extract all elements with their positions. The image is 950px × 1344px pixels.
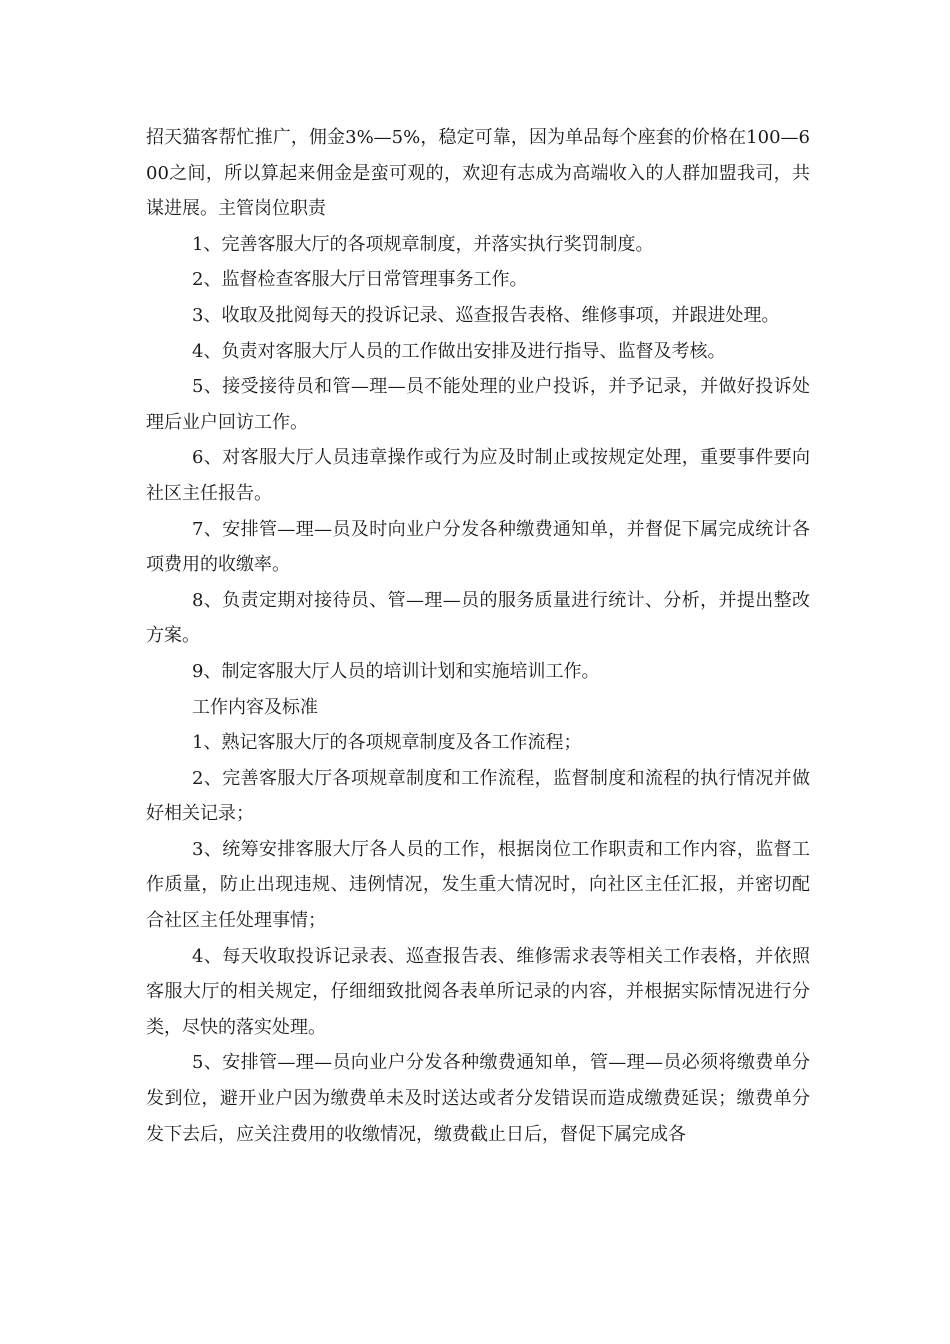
paragraph-work-4: 4、每天收取投诉记录表、巡查报告表、维修需求表等相关工作表格，并依照客服大厅的相关规定，仔细细致批阅各表单所记录的内容，并根据实际情况进行分类，尽快的落实处理。 [146,945,810,1038]
paragraph-intro: 招天猫客帮忙推广，佣金3%—5%，稳定可靠，因为单品每个座套的价格在100—600之间，所以算起来佣金是蛮可观的，欢迎有志成为高端收入的人群加盟我司，共谋进展。主管岗位职责 [146,127,810,220]
paragraph-duty-6: 6、对客服大厅人员违章操作或行为应及时制止或按规定处理，重要事件要向社区主任报告。 [146,447,810,504]
paragraph-duty-3: 3、收取及批阅每天的投诉记录、巡查报告表格、维修事项，并跟进处理。 [192,304,780,326]
document-body [146,120,810,1152]
paragraph-work-5: 5、安排管—理—员向业户分发各种缴费通知单，管—理—员必须将缴费单分发到位，避开业户因为缴费单未及时送达或者分发错误而造成缴费延误；缴费单分发下去后，应关注费用的收缴情况，缴费截止日后，督促下属完成各 [146,1052,810,1145]
paragraph-work-2: 2、完善客服大厅各项规章制度和工作流程，监督制度和流程的执行情况并做好相关记录； [146,767,810,825]
paragraph-duty-2: 2、监督检查客服大厅日常管理事务工作。 [192,269,528,291]
paragraph-duty-5: 5、接受接待员和管—理—员不能处理的业户投诉，并予记录，并做好投诉处理后业户回访工作。 [146,376,810,433]
paragraph-work-3: 3、统筹安排客服大厅各人员的工作，根据岗位工作职责和工作内容，监督工作质量，防止出现违规、违例情况，发生重大情况时，向社区主任汇报，并密切配合社区主任处理事情； [146,838,810,932]
paragraph-duty-8: 8、负责定期对接待员、管—理—员的服务质量进行统计、分析，并提出整改方案。 [146,589,810,647]
paragraph-duty-4: 4、负责对客服大厅人员的工作做出安排及进行指导、监督及考核。 [192,340,726,362]
paragraph-work-1: 1、熟记客服大厅的各项规章制度及各工作流程； [192,732,582,754]
section-heading-work-content: 工作内容及标准 [192,696,318,718]
paragraph-duty-7: 7、安排管—理—员及时向业户分发各种缴费通知单，并督促下属完成统计各项费用的收缴率。 [146,518,810,576]
paragraph-duty-9: 9、制定客服大厅人员的培训计划和实施培训工作。 [192,660,600,682]
paragraph-duty-1: 1、完善客服大厅的各项规章制度，并落实执行奖罚制度。 [192,233,654,255]
